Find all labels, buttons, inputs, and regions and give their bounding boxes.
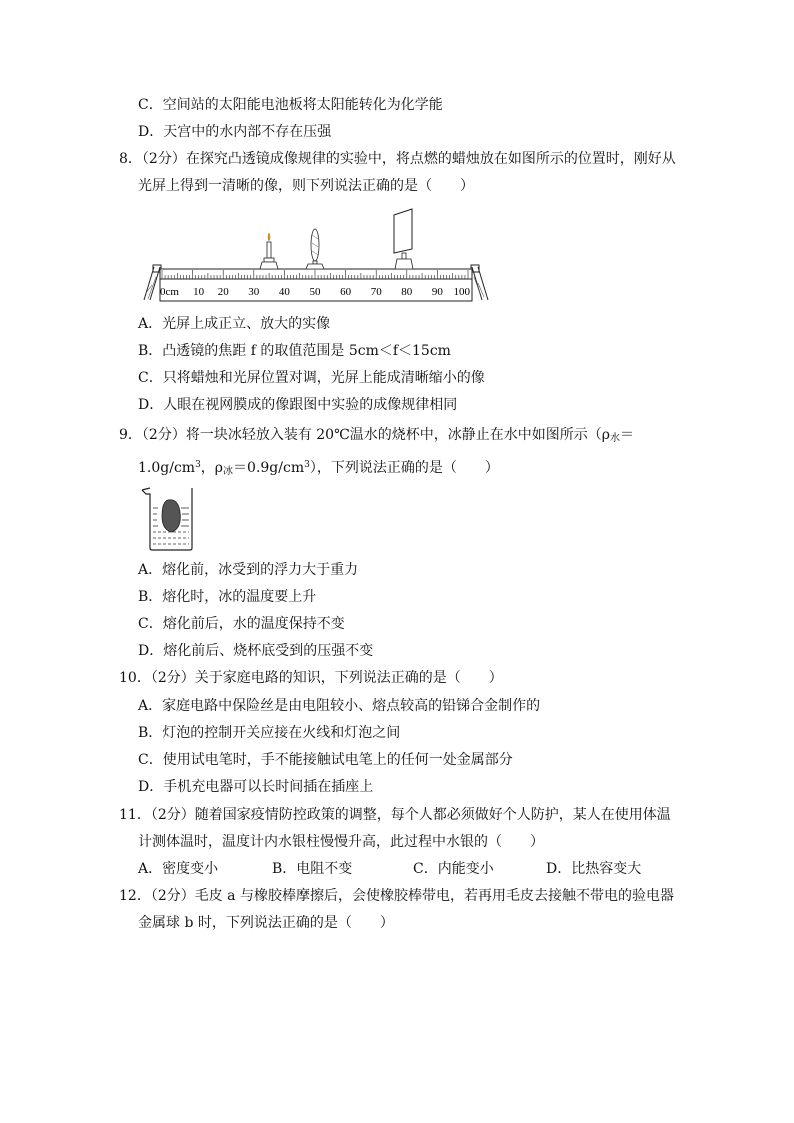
q9-option-c: C．熔化前后，水的温度保持不变 xyxy=(138,616,345,632)
q9-stem-tail: ），下列说法正确的是（ ） xyxy=(309,460,499,476)
q9-sup-3a: 3 xyxy=(195,460,201,470)
q11-option-a: A．密度变小 xyxy=(138,861,219,877)
q10-option-b: B．灯泡的控制开关应接在火线和灯泡之间 xyxy=(138,725,401,741)
q10-stem: 10．（2分）关于家庭电路的知识，下列说法正确的是（ ） xyxy=(119,670,503,686)
q9-option-b: B．熔化时，冰的温度要上升 xyxy=(138,589,317,605)
candle xyxy=(260,233,278,269)
q9-stem-line2 xyxy=(138,455,499,482)
q8-option-a: A．光屏上成正立、放大的实像 xyxy=(138,316,331,332)
ruler-label: 70 xyxy=(370,286,382,298)
q10-option-d: D．手机充电器可以长时间插在插座上 xyxy=(138,779,374,795)
ice-block xyxy=(162,500,180,532)
q9-stem-line1-text: 9．（2分）将一块冰轻放入装有 20℃温水的烧杯中，冰静止在水中如图所示（ρ xyxy=(119,427,610,443)
q8-option-b: B．凸透镜的焦距 f 的取值范围是 5cm＜f＜15cm xyxy=(138,343,451,359)
q12-stem-line1: 12．（2分）毛皮 a 与橡胶棒摩擦后，会使橡胶棒带电，若再用毛皮去接触不带电的验电器 xyxy=(119,888,674,904)
ruler-label: 80 xyxy=(401,286,413,298)
q11-stem-line2: 计测体温时，温度计内水银柱慢慢升高，此过程中水银的（ ） xyxy=(138,834,544,850)
q11-stem-line1: 11．（2分）随着国家疫情防控政策的调整，每个人都必须做好个人防护，某人在使用体温 xyxy=(119,807,671,823)
q9-rho-water-sub: 水 xyxy=(609,433,620,444)
q11-options-row xyxy=(0,859,794,879)
bench-right-stand xyxy=(471,265,488,300)
q9-rho: ，ρ xyxy=(200,460,224,476)
q10-option-c: C．使用试电笔时，手不能接触试电笔上的任何一处金属部分 xyxy=(138,752,513,768)
q10-option-a: A．家庭电路中保险丝是由电阻较小、熔点较高的铅锑合金制作的 xyxy=(138,698,541,714)
ruler-label: 60 xyxy=(340,286,352,298)
q9-option-a: A．熔化前，冰受到的浮力大于重力 xyxy=(138,562,359,578)
q9-rho-ice-sub: 冰 xyxy=(223,466,234,477)
beaker-with-ice-figure xyxy=(140,486,200,554)
q9-stem-line1 xyxy=(119,425,634,449)
optical-bench-figure xyxy=(138,205,498,305)
light-screen xyxy=(394,209,413,269)
q7-option-c: C．空间站的太阳能电池板将太阳能转化为化学能 xyxy=(138,97,443,113)
q9-sup-3b: 3 xyxy=(304,460,310,470)
q11-option-d: D．比热容变大 xyxy=(546,861,642,877)
ruler-label: 100 xyxy=(453,286,470,298)
ruler-label: 30 xyxy=(248,286,260,298)
q8-stem-line1: 8．（2分）在探究凸透镜成像规律的实验中，将点燃的蜡烛放在如图所示的位置时，刚好从 xyxy=(119,151,676,167)
q8-option-d: D．人眼在视网膜成的像跟图中实验的成像规律相同 xyxy=(138,397,458,413)
q12-stem-line2: 金属球 b 时，下列说法正确的是（ ） xyxy=(138,915,394,931)
q9-stem-line1-eq: ＝ xyxy=(619,427,634,443)
ruler-label: 90 xyxy=(431,286,443,298)
q9-option-d: D．熔化前后、烧杯底受到的压强不变 xyxy=(138,643,374,659)
ruler-label: 10 xyxy=(193,286,205,298)
ruler-label: 50 xyxy=(309,286,321,298)
q9-ice-density: ＝0.9g/cm xyxy=(233,460,305,476)
q9-water-density: 1.0g/cm xyxy=(138,460,196,476)
q7-option-d: D．天宫中的水内部不存在压强 xyxy=(138,124,332,140)
q8-stem-line2: 光屏上得到一清晰的像，则下列说法正确的是（ ） xyxy=(138,178,474,194)
ruler-label: 40 xyxy=(278,286,290,298)
ruler-label: 0cm xyxy=(160,286,179,298)
ruler-label: 20 xyxy=(217,286,229,298)
bench-left-stand xyxy=(144,265,161,300)
q11-option-c: C．内能变小 xyxy=(413,861,494,877)
q8-option-c: C．只将蜡烛和光屏位置对调，光屏上能成清晰缩小的像 xyxy=(138,370,485,386)
convex-lens xyxy=(306,229,324,269)
q11-option-b: B．电阻不变 xyxy=(272,861,353,877)
